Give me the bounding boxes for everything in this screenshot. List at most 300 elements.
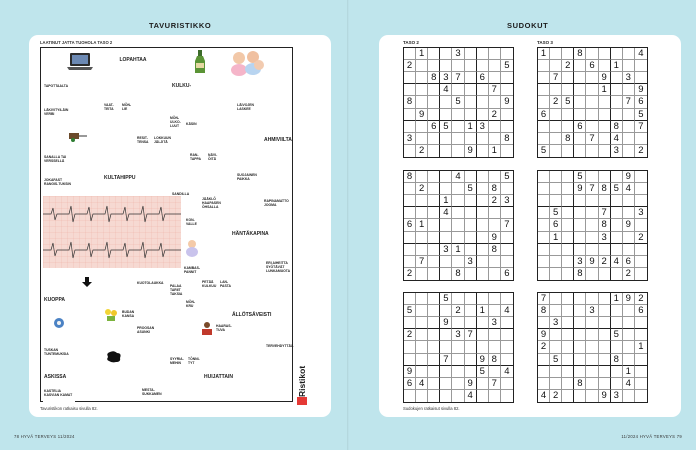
sudoku-cell[interactable] — [562, 341, 574, 353]
sudoku-cell[interactable] — [501, 378, 513, 390]
sudoku-cell[interactable] — [489, 329, 501, 341]
sudoku-cell[interactable] — [550, 378, 562, 390]
sudoku-cell[interactable] — [586, 366, 598, 378]
sudoku-cell[interactable] — [550, 341, 562, 353]
sudoku-cell[interactable] — [501, 109, 513, 121]
sudoku-cell[interactable] — [416, 244, 428, 256]
sudoku-cell[interactable] — [623, 60, 635, 72]
sudoku-cell[interactable] — [501, 145, 513, 157]
sudoku-cell[interactable] — [501, 72, 513, 84]
sudoku-cell[interactable] — [404, 232, 416, 244]
sudoku-cell[interactable] — [562, 232, 574, 244]
sudoku-cell[interactable] — [574, 305, 586, 317]
sudoku-cell[interactable] — [416, 195, 428, 207]
sudoku-cell[interactable] — [404, 84, 416, 96]
sudoku-cell[interactable] — [599, 293, 611, 305]
sudoku-cell[interactable] — [599, 145, 611, 157]
sudoku-cell[interactable] — [404, 72, 416, 84]
sudoku-cell[interactable] — [404, 244, 416, 256]
sudoku-cell[interactable] — [611, 366, 623, 378]
sudoku-cell[interactable] — [574, 60, 586, 72]
sudoku-cell[interactable] — [562, 329, 574, 341]
sudoku-cell[interactable] — [574, 366, 586, 378]
sudoku-cell[interactable] — [611, 268, 623, 280]
sudoku-cell[interactable] — [538, 244, 550, 256]
sudoku-cell[interactable] — [586, 317, 598, 329]
sudoku-cell[interactable] — [477, 48, 489, 60]
sudoku-cell[interactable] — [452, 219, 464, 231]
sudoku-cell[interactable] — [428, 171, 440, 183]
sudoku-cell[interactable] — [550, 145, 562, 157]
sudoku-cell[interactable] — [611, 171, 623, 183]
sudoku-cell[interactable] — [416, 390, 428, 402]
sudoku-cell[interactable] — [599, 268, 611, 280]
sudoku-cell[interactable] — [477, 329, 489, 341]
sudoku-cell[interactable] — [623, 145, 635, 157]
sudoku-cell[interactable] — [428, 256, 440, 268]
sudoku-cell[interactable] — [440, 219, 452, 231]
sudoku-cell[interactable] — [501, 317, 513, 329]
sudoku-cell[interactable] — [465, 109, 477, 121]
sudoku-cell[interactable] — [465, 244, 477, 256]
sudoku-cell[interactable] — [416, 354, 428, 366]
sudoku-cell[interactable] — [538, 207, 550, 219]
sudoku-cell[interactable] — [586, 232, 598, 244]
sudoku-cell[interactable] — [599, 48, 611, 60]
sudoku-cell[interactable] — [586, 84, 598, 96]
sudoku-cell[interactable] — [550, 133, 562, 145]
sudoku-cell[interactable] — [550, 293, 562, 305]
sudoku-cell[interactable] — [440, 60, 452, 72]
sudoku-cell[interactable] — [501, 329, 513, 341]
sudoku-cell[interactable] — [416, 72, 428, 84]
sudoku-cell[interactable] — [501, 207, 513, 219]
sudoku-cell[interactable] — [428, 317, 440, 329]
sudoku-cell[interactable] — [404, 354, 416, 366]
sudoku-cell[interactable] — [428, 354, 440, 366]
sudoku-cell[interactable] — [611, 219, 623, 231]
sudoku-cell[interactable] — [452, 256, 464, 268]
sudoku-cell[interactable] — [550, 244, 562, 256]
sudoku-cell[interactable] — [611, 232, 623, 244]
sudoku-cell[interactable] — [489, 121, 501, 133]
sudoku-cell[interactable] — [586, 219, 598, 231]
sudoku-cell[interactable] — [611, 109, 623, 121]
sudoku-cell[interactable] — [501, 256, 513, 268]
sudoku-cell[interactable] — [452, 341, 464, 353]
sudoku-cell[interactable] — [599, 171, 611, 183]
sudoku-cell[interactable] — [452, 121, 464, 133]
sudoku-cell[interactable] — [465, 293, 477, 305]
sudoku-cell[interactable] — [477, 256, 489, 268]
sudoku-cell[interactable] — [635, 219, 647, 231]
sudoku-cell[interactable] — [623, 317, 635, 329]
sudoku-cell[interactable] — [586, 207, 598, 219]
sudoku-cell[interactable] — [501, 121, 513, 133]
sudoku-cell[interactable] — [623, 121, 635, 133]
sudoku-cell[interactable] — [574, 96, 586, 108]
sudoku-cell[interactable] — [477, 268, 489, 280]
sudoku-cell[interactable] — [635, 60, 647, 72]
sudoku-cell[interactable] — [550, 305, 562, 317]
sudoku-cell[interactable] — [404, 207, 416, 219]
sudoku-cell[interactable] — [501, 48, 513, 60]
sudoku-cell[interactable] — [465, 96, 477, 108]
sudoku-cell[interactable] — [562, 48, 574, 60]
sudoku-cell[interactable] — [452, 145, 464, 157]
sudoku-cell[interactable] — [465, 171, 477, 183]
sudoku-cell[interactable] — [562, 366, 574, 378]
sudoku-cell[interactable] — [586, 341, 598, 353]
sudoku-cell[interactable] — [635, 268, 647, 280]
sudoku-cell[interactable] — [452, 366, 464, 378]
sudoku-cell[interactable] — [623, 244, 635, 256]
sudoku-cell[interactable] — [465, 354, 477, 366]
sudoku-cell[interactable] — [465, 219, 477, 231]
sudoku-cell[interactable] — [623, 305, 635, 317]
sudoku-cell[interactable] — [416, 60, 428, 72]
sudoku-cell[interactable] — [538, 84, 550, 96]
sudoku-cell[interactable] — [550, 329, 562, 341]
sudoku-cell[interactable] — [538, 72, 550, 84]
sudoku-cell[interactable] — [562, 268, 574, 280]
sudoku-cell[interactable] — [599, 366, 611, 378]
sudoku-cell[interactable] — [416, 133, 428, 145]
sudoku-cell[interactable] — [562, 354, 574, 366]
sudoku-cell[interactable] — [428, 60, 440, 72]
sudoku-cell[interactable] — [489, 60, 501, 72]
sudoku-cell[interactable] — [562, 145, 574, 157]
sudoku-cell[interactable] — [574, 109, 586, 121]
sudoku-cell[interactable] — [586, 293, 598, 305]
sudoku-cell[interactable] — [611, 317, 623, 329]
sudoku-cell[interactable] — [440, 48, 452, 60]
sudoku-cell[interactable] — [574, 329, 586, 341]
sudoku-cell[interactable] — [465, 207, 477, 219]
sudoku-cell[interactable] — [489, 305, 501, 317]
sudoku-cell[interactable] — [550, 48, 562, 60]
sudoku-cell[interactable] — [489, 390, 501, 402]
sudoku-cell[interactable] — [599, 133, 611, 145]
sudoku-cell[interactable] — [538, 232, 550, 244]
sudoku-cell[interactable] — [538, 121, 550, 133]
sudoku-cell[interactable] — [452, 60, 464, 72]
sudoku-cell[interactable] — [404, 317, 416, 329]
sudoku-cell[interactable] — [574, 317, 586, 329]
sudoku-cell[interactable] — [611, 72, 623, 84]
sudoku-cell[interactable] — [452, 390, 464, 402]
sudoku-cell[interactable] — [501, 293, 513, 305]
sudoku-cell[interactable] — [404, 390, 416, 402]
sudoku-5[interactable] — [403, 292, 514, 403]
sudoku-cell[interactable] — [416, 207, 428, 219]
sudoku-1[interactable] — [403, 47, 514, 158]
sudoku-cell[interactable] — [538, 171, 550, 183]
sudoku-cell[interactable] — [428, 219, 440, 231]
sudoku-cell[interactable] — [428, 232, 440, 244]
sudoku-cell[interactable] — [550, 171, 562, 183]
sudoku-cell[interactable] — [440, 268, 452, 280]
sudoku-cell[interactable] — [599, 109, 611, 121]
sudoku-cell[interactable] — [440, 109, 452, 121]
sudoku-cell[interactable] — [550, 183, 562, 195]
sudoku-cell[interactable] — [562, 305, 574, 317]
sudoku-cell[interactable] — [477, 232, 489, 244]
sudoku-cell[interactable] — [623, 195, 635, 207]
sudoku-cell[interactable] — [428, 378, 440, 390]
sudoku-cell[interactable] — [562, 317, 574, 329]
sudoku-cell[interactable] — [428, 109, 440, 121]
sudoku-cell[interactable] — [562, 109, 574, 121]
sudoku-cell[interactable] — [404, 121, 416, 133]
sudoku-cell[interactable] — [404, 145, 416, 157]
sudoku-cell[interactable] — [623, 48, 635, 60]
sudoku-cell[interactable] — [599, 317, 611, 329]
sudoku-cell[interactable] — [428, 366, 440, 378]
sudoku-cell[interactable] — [477, 84, 489, 96]
sudoku-cell[interactable] — [599, 244, 611, 256]
sudoku-cell[interactable] — [452, 109, 464, 121]
sudoku-cell[interactable] — [611, 341, 623, 353]
sudoku-cell[interactable] — [635, 195, 647, 207]
sudoku-cell[interactable] — [465, 133, 477, 145]
sudoku-cell[interactable] — [489, 268, 501, 280]
sudoku-cell[interactable] — [586, 121, 598, 133]
sudoku-cell[interactable] — [440, 183, 452, 195]
sudoku-cell[interactable] — [611, 84, 623, 96]
sudoku-cell[interactable] — [574, 207, 586, 219]
sudoku-cell[interactable] — [404, 195, 416, 207]
sudoku-cell[interactable] — [465, 268, 477, 280]
sudoku-cell[interactable] — [550, 109, 562, 121]
sudoku-cell[interactable] — [562, 183, 574, 195]
sudoku-cell[interactable] — [586, 244, 598, 256]
sudoku-cell[interactable] — [574, 195, 586, 207]
sudoku-cell[interactable] — [489, 366, 501, 378]
sudoku-cell[interactable] — [428, 268, 440, 280]
sudoku-cell[interactable] — [562, 171, 574, 183]
sudoku-cell[interactable] — [489, 171, 501, 183]
sudoku-cell[interactable] — [623, 329, 635, 341]
sudoku-cell[interactable] — [452, 293, 464, 305]
sudoku-cell[interactable] — [574, 219, 586, 231]
sudoku-cell[interactable] — [477, 109, 489, 121]
sudoku-cell[interactable] — [599, 305, 611, 317]
sudoku-cell[interactable] — [623, 84, 635, 96]
sudoku-cell[interactable] — [538, 133, 550, 145]
sudoku-2[interactable] — [537, 47, 648, 158]
crossword-grid[interactable] — [40, 47, 293, 402]
sudoku-cell[interactable] — [404, 183, 416, 195]
sudoku-cell[interactable] — [489, 72, 501, 84]
sudoku-cell[interactable] — [562, 219, 574, 231]
sudoku-cell[interactable] — [416, 171, 428, 183]
sudoku-cell[interactable] — [428, 183, 440, 195]
sudoku-cell[interactable] — [586, 145, 598, 157]
sudoku-cell[interactable] — [538, 366, 550, 378]
sudoku-cell[interactable] — [635, 366, 647, 378]
sudoku-cell[interactable] — [538, 183, 550, 195]
sudoku-cell[interactable] — [586, 378, 598, 390]
sudoku-cell[interactable] — [477, 244, 489, 256]
sudoku-cell[interactable] — [635, 171, 647, 183]
sudoku-cell[interactable] — [635, 378, 647, 390]
sudoku-cell[interactable] — [452, 232, 464, 244]
sudoku-cell[interactable] — [489, 219, 501, 231]
sudoku-cell[interactable] — [562, 378, 574, 390]
sudoku-cell[interactable] — [574, 244, 586, 256]
sudoku-cell[interactable] — [599, 378, 611, 390]
sudoku-cell[interactable] — [623, 109, 635, 121]
sudoku-cell[interactable] — [635, 317, 647, 329]
sudoku-cell[interactable] — [635, 390, 647, 402]
sudoku-cell[interactable] — [538, 354, 550, 366]
sudoku-cell[interactable] — [465, 317, 477, 329]
sudoku-cell[interactable] — [477, 145, 489, 157]
sudoku-cell[interactable] — [574, 354, 586, 366]
sudoku-cell[interactable] — [550, 366, 562, 378]
sudoku-cell[interactable] — [635, 354, 647, 366]
sudoku-cell[interactable] — [538, 256, 550, 268]
sudoku-cell[interactable] — [404, 48, 416, 60]
sudoku-cell[interactable] — [465, 341, 477, 353]
sudoku-cell[interactable] — [623, 341, 635, 353]
sudoku-cell[interactable] — [477, 171, 489, 183]
sudoku-cell[interactable] — [574, 133, 586, 145]
sudoku-cell[interactable] — [501, 341, 513, 353]
sudoku-cell[interactable] — [465, 72, 477, 84]
sudoku-cell[interactable] — [465, 232, 477, 244]
sudoku-cell[interactable] — [562, 256, 574, 268]
sudoku-cell[interactable] — [428, 390, 440, 402]
sudoku-cell[interactable] — [599, 195, 611, 207]
sudoku-cell[interactable] — [623, 390, 635, 402]
sudoku-4[interactable] — [537, 170, 648, 281]
sudoku-cell[interactable] — [599, 60, 611, 72]
sudoku-cell[interactable] — [501, 390, 513, 402]
sudoku-cell[interactable] — [416, 84, 428, 96]
sudoku-cell[interactable] — [465, 60, 477, 72]
sudoku-cell[interactable] — [586, 72, 598, 84]
sudoku-cell[interactable] — [574, 72, 586, 84]
sudoku-cell[interactable] — [452, 354, 464, 366]
sudoku-cell[interactable] — [562, 195, 574, 207]
sudoku-cell[interactable] — [440, 366, 452, 378]
sudoku-cell[interactable] — [440, 232, 452, 244]
sudoku-cell[interactable] — [550, 268, 562, 280]
sudoku-cell[interactable] — [477, 378, 489, 390]
sudoku-cell[interactable] — [611, 305, 623, 317]
sudoku-cell[interactable] — [452, 378, 464, 390]
sudoku-cell[interactable] — [586, 354, 598, 366]
sudoku-cell[interactable] — [586, 195, 598, 207]
sudoku-cell[interactable] — [611, 48, 623, 60]
sudoku-cell[interactable] — [489, 48, 501, 60]
sudoku-cell[interactable] — [550, 60, 562, 72]
sudoku-cell[interactable] — [489, 207, 501, 219]
sudoku-cell[interactable] — [501, 232, 513, 244]
sudoku-3[interactable] — [403, 170, 514, 281]
sudoku-cell[interactable] — [538, 268, 550, 280]
sudoku-cell[interactable] — [477, 390, 489, 402]
sudoku-cell[interactable] — [416, 232, 428, 244]
sudoku-cell[interactable] — [599, 121, 611, 133]
sudoku-cell[interactable] — [465, 366, 477, 378]
sudoku-cell[interactable] — [574, 84, 586, 96]
sudoku-cell[interactable] — [428, 84, 440, 96]
sudoku-cell[interactable] — [440, 378, 452, 390]
sudoku-cell[interactable] — [635, 329, 647, 341]
sudoku-cell[interactable] — [586, 96, 598, 108]
sudoku-cell[interactable] — [599, 329, 611, 341]
sudoku-cell[interactable] — [538, 195, 550, 207]
sudoku-cell[interactable] — [477, 219, 489, 231]
sudoku-cell[interactable] — [635, 183, 647, 195]
sudoku-cell[interactable] — [440, 145, 452, 157]
sudoku-cell[interactable] — [440, 171, 452, 183]
sudoku-cell[interactable] — [416, 121, 428, 133]
sudoku-cell[interactable] — [599, 96, 611, 108]
sudoku-cell[interactable] — [452, 195, 464, 207]
sudoku-cell[interactable] — [586, 268, 598, 280]
sudoku-cell[interactable] — [611, 207, 623, 219]
sudoku-cell[interactable] — [635, 244, 647, 256]
sudoku-cell[interactable] — [599, 354, 611, 366]
sudoku-cell[interactable] — [635, 72, 647, 84]
sudoku-cell[interactable] — [416, 341, 428, 353]
sudoku-cell[interactable] — [574, 232, 586, 244]
sudoku-cell[interactable] — [428, 305, 440, 317]
sudoku-cell[interactable] — [477, 96, 489, 108]
sudoku-cell[interactable] — [452, 183, 464, 195]
sudoku-cell[interactable] — [416, 268, 428, 280]
sudoku-cell[interactable] — [550, 84, 562, 96]
sudoku-cell[interactable] — [428, 207, 440, 219]
sudoku-cell[interactable] — [538, 96, 550, 108]
sudoku-cell[interactable] — [416, 317, 428, 329]
sudoku-cell[interactable] — [440, 305, 452, 317]
sudoku-cell[interactable] — [586, 48, 598, 60]
sudoku-cell[interactable] — [452, 133, 464, 145]
sudoku-cell[interactable] — [416, 96, 428, 108]
sudoku-cell[interactable] — [477, 341, 489, 353]
sudoku-cell[interactable] — [623, 207, 635, 219]
sudoku-cell[interactable] — [465, 305, 477, 317]
sudoku-cell[interactable] — [562, 72, 574, 84]
sudoku-cell[interactable] — [428, 48, 440, 60]
sudoku-cell[interactable] — [465, 48, 477, 60]
sudoku-cell[interactable] — [465, 195, 477, 207]
sudoku-cell[interactable] — [586, 329, 598, 341]
sudoku-cell[interactable] — [623, 133, 635, 145]
sudoku-cell[interactable] — [416, 366, 428, 378]
sudoku-cell[interactable] — [574, 390, 586, 402]
sudoku-cell[interactable] — [611, 96, 623, 108]
sudoku-cell[interactable] — [477, 183, 489, 195]
sudoku-cell[interactable] — [416, 305, 428, 317]
sudoku-cell[interactable] — [562, 244, 574, 256]
sudoku-cell[interactable] — [611, 195, 623, 207]
sudoku-cell[interactable] — [477, 60, 489, 72]
sudoku-cell[interactable] — [538, 378, 550, 390]
sudoku-cell[interactable] — [489, 96, 501, 108]
sudoku-cell[interactable] — [538, 60, 550, 72]
sudoku-cell[interactable] — [489, 293, 501, 305]
sudoku-cell[interactable] — [404, 109, 416, 121]
sudoku-cell[interactable] — [538, 219, 550, 231]
sudoku-cell[interactable] — [428, 195, 440, 207]
sudoku-cell[interactable] — [611, 378, 623, 390]
